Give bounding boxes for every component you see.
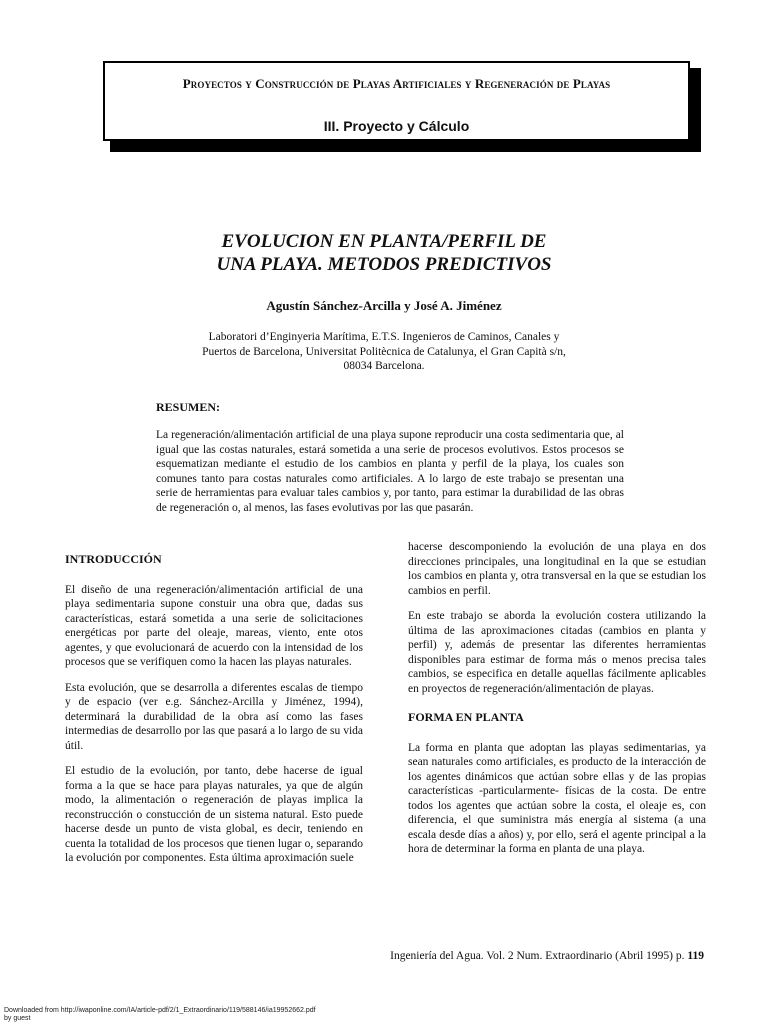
paragraph: Esta evolución, que se desarrolla a diferentes escalas de tiempo y de espacio (ver e.g. Sánchez-Arcilla y Jiménez, 1994), determinará la durabilidad de la obra así como las fases intermedias de desarrollo por las que pasará a lo largo de su vida útil. xyxy=(65,681,363,752)
authors: Agustín Sánchez-Arcilla y José A. Jiménez xyxy=(266,298,502,313)
header-box xyxy=(103,61,690,141)
article-title-line-2: UNA PLAYA. METODOS PREDICTIVOS xyxy=(216,254,552,275)
paragraph: El estudio de la evolución, por tanto, debe hacerse de igual forma a la que se hace para playas naturales, ya que de algún modo, la alimentación o regeneración de playas implica la reconstrucción o constucción de un sistema natural. Esto puede hacerse desde un punto de vista global, es decir, teniendo en cuenta la totalidad de los procesos que tienen lugar o, separando la evolución por componentes. Esta última aproximación suele xyxy=(65,765,363,864)
series-title: Proyectos y Construcción de Playas Artificiales y Regeneración de Playas xyxy=(182,76,611,91)
forma-en-planta-heading: FORMA EN PLANTA xyxy=(408,710,524,724)
right-column xyxy=(408,540,706,868)
paragraph: La forma en planta que adoptan las playas sedimentarias, ya sean naturales como artificiales, es producto de la interacción de los agentes dinámicos que actúan sobre ellas y de las propias características -particularmente- físicas de la costa. De entre todos los agentes que actúan sobre la costa, el oleaje es, con diferencia, el que suministra más energía al sistema (a una escala desde días a años) y, por ello, será el agente principal a la hora de determinar la forma en planta de una playa. xyxy=(408,741,706,855)
footer-citation xyxy=(390,950,704,962)
paragraph: El diseño de una regeneración/alimentación artificial de una playa sedimentaria supone constuir una obra que, dadas sus características, estará sometida a una serie de solicitaciones energéticas por parte del oleaje, mareas, viento, ente otos agentes, y que evolucionará de acuerdo con la intensidad de los procesos que se verifiquen como la hacen las playas naturales. xyxy=(65,583,363,668)
affiliation-line-2: Puertos de Barcelona, Universitat Politècnica de Catalunya, el Gran Capità s/n, xyxy=(202,345,566,358)
paragraph: En este trabajo se aborda la evolución costera utilizando la última de las aproximaciones citadas (cambios en planta y perfil) y, además de presentar las diferentes herramientas disponibles para estimar de forma más o menos precisa tales cambios, se especifica en detalle aquellas fácilmente aplicables en proyectos de regeneración/alimentación de playas. xyxy=(408,610,706,695)
article-title-line-1: EVOLUCION EN PLANTA/PERFIL DE xyxy=(221,231,547,252)
abstract-text: La regeneración/alimentación artificial de una playa supone reproducir una costa sedimentaria que, al igual que las costas naturales, estará sometida a una serie de procesos evolutivos. Estos procesos se esquematizan mediante el estudio de los cambios en planta y perfil de la playa, los cuales son comunes tanto para costas naturales como artificiales. A lo largo de este trabajo se presentan una serie de herramientas para evaluar tales cambios y, por tanto, para estimar la durabilidad de las obras de regeneración o, al menos, las fases evolutivas por las que pasarán. xyxy=(156,429,624,514)
left-column xyxy=(65,552,363,877)
affiliation-line-1: Laboratori d’Enginyeria Marítima, E.T.S. Ingenieros de Caminos, Canales y xyxy=(208,331,560,343)
affiliation-line-3: 08034 Barcelona. xyxy=(343,360,425,372)
page-number: 119 xyxy=(687,950,704,962)
download-url: Downloaded from http://iwaponline.com/IA/article-pdf/2/1_Extraordinario/119/588146/ia19952662.pdf xyxy=(4,1007,316,1014)
abstract-heading: RESUMEN: xyxy=(156,400,221,414)
affiliation xyxy=(170,330,598,374)
paragraph: hacerse descomponiendo la evolución de una playa en dos direcciones principales, una longitudinal en la que se estudian los cambios en planta y, otra transversal en la que se estudian los cambios en perfil. xyxy=(408,541,706,597)
article-title xyxy=(150,230,618,276)
introduction-heading: INTRODUCCIÓN xyxy=(65,552,162,566)
section-title: III. Proyecto y Cálculo xyxy=(323,118,470,134)
download-by: by guest xyxy=(4,1015,31,1022)
citation-text: Ingeniería del Agua. Vol. 2 Num. Extraordinario (Abril 1995) p. xyxy=(390,950,685,962)
download-notice xyxy=(4,1007,316,1023)
